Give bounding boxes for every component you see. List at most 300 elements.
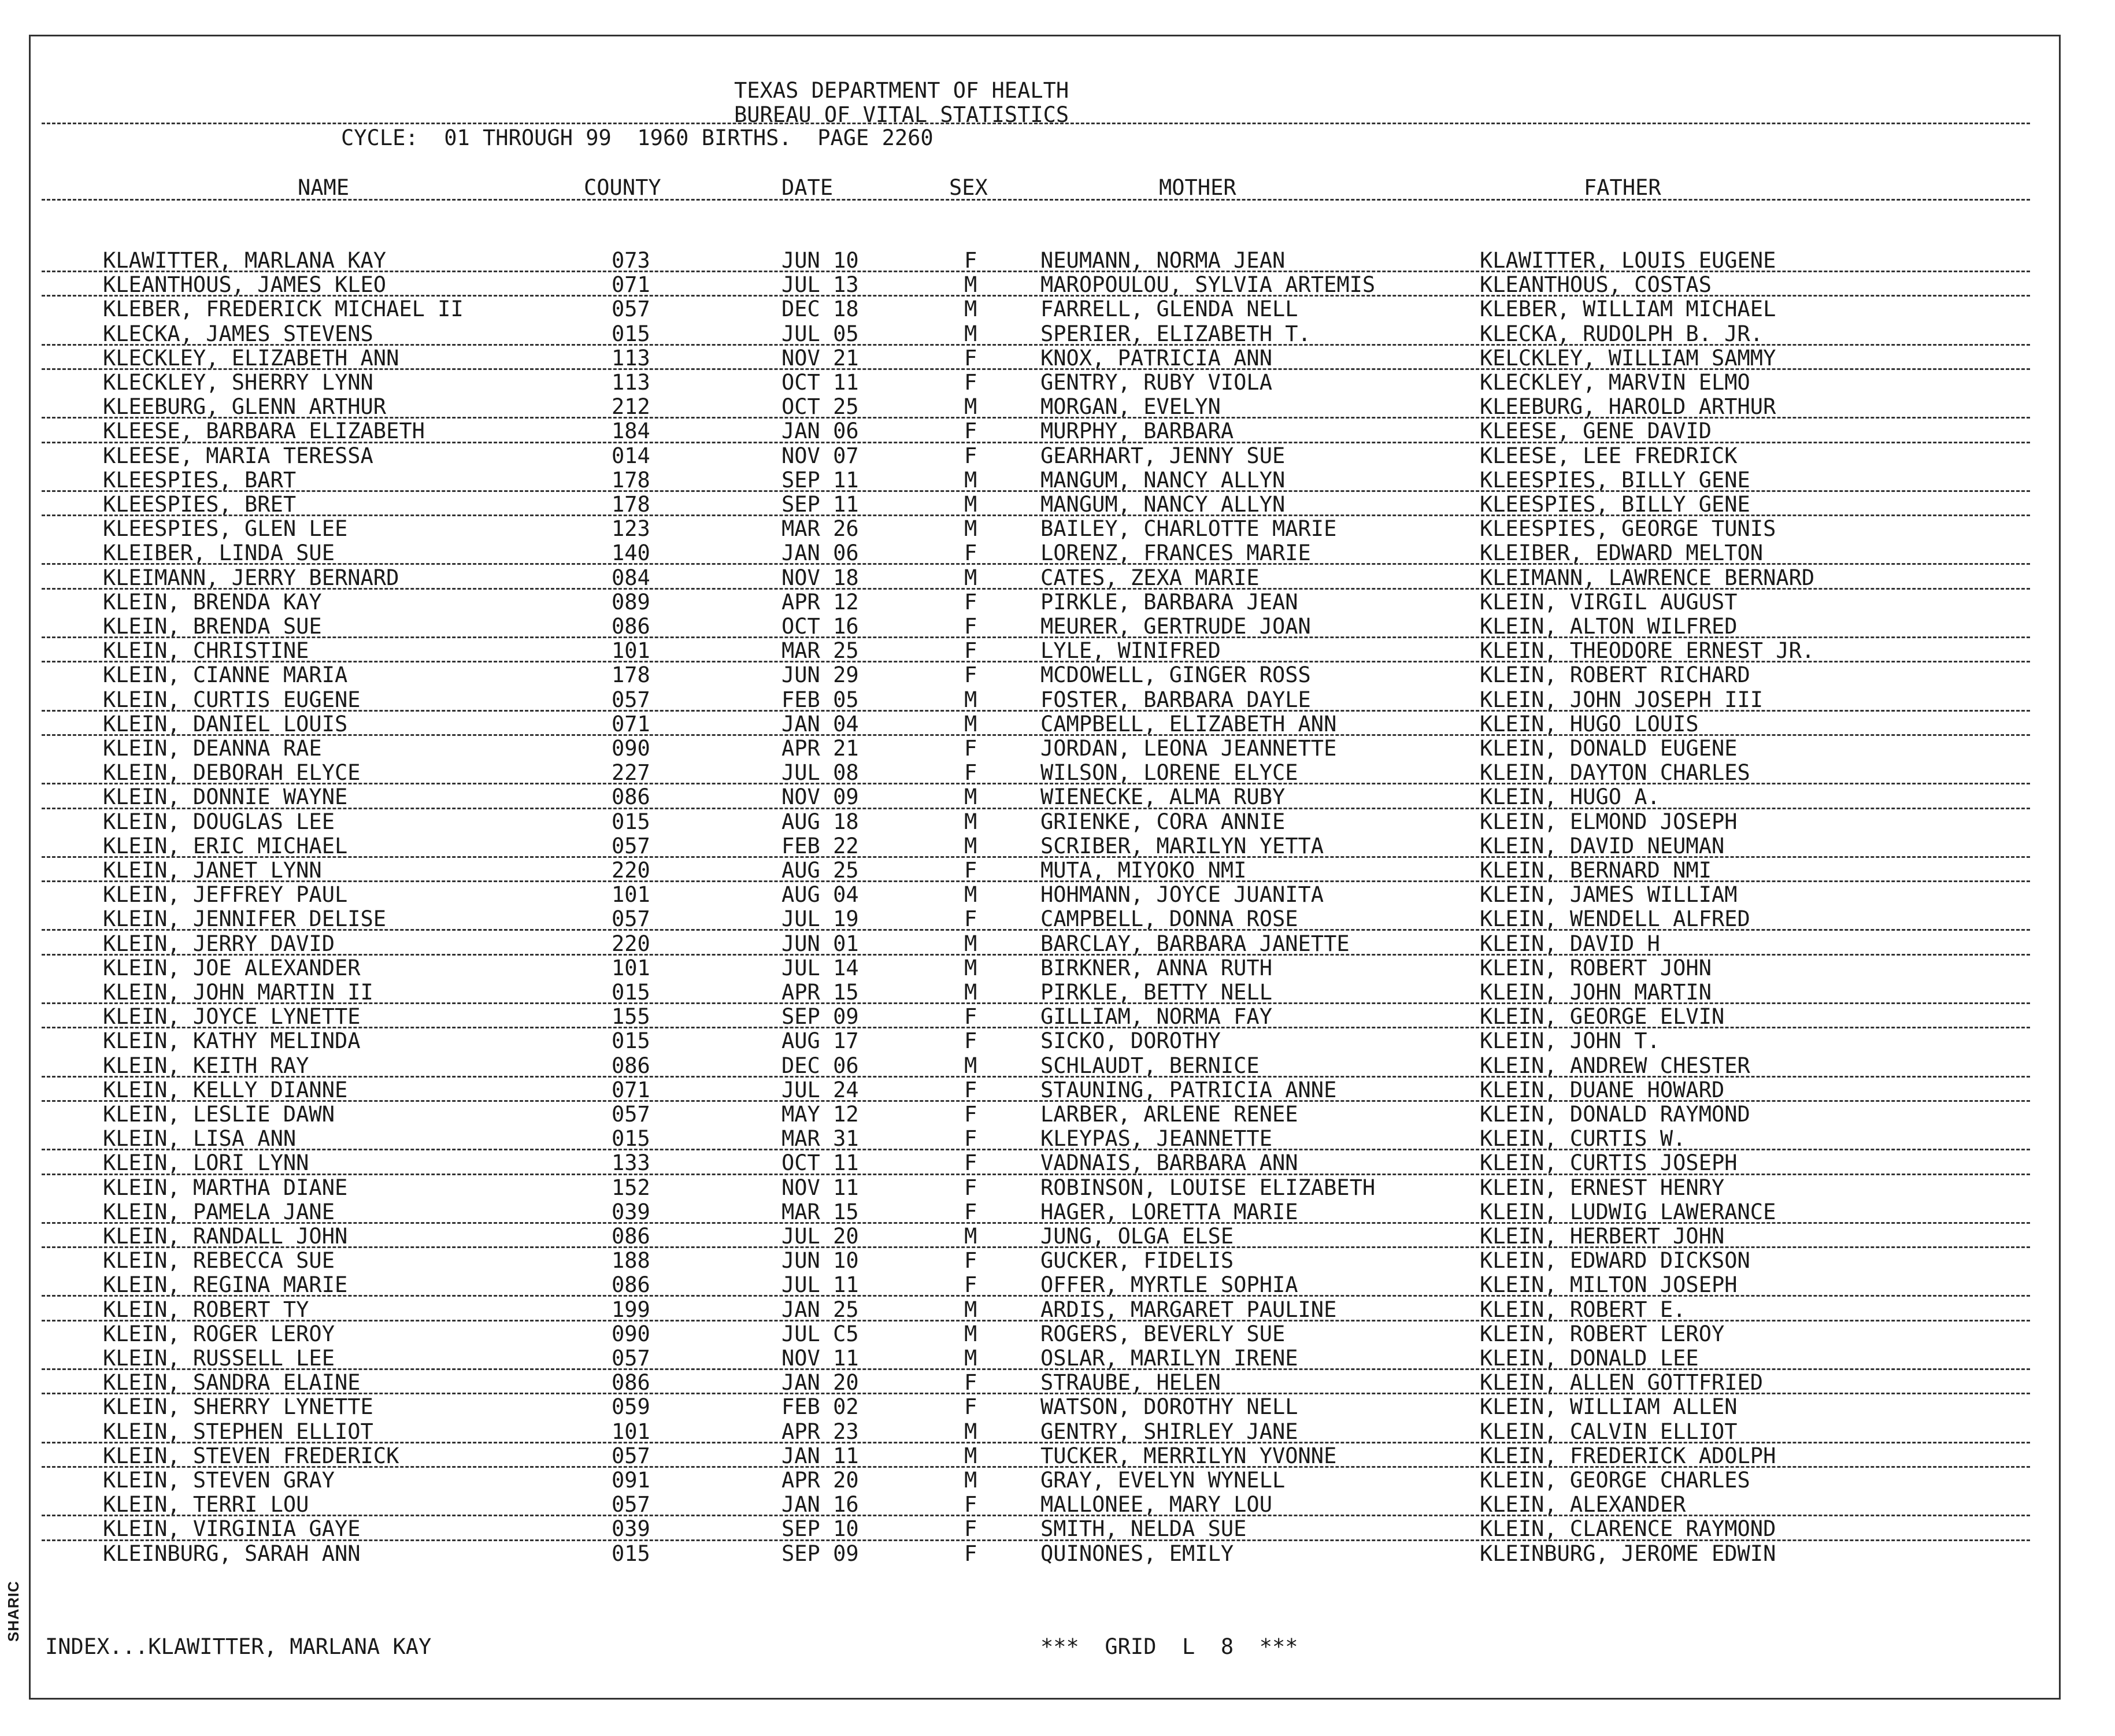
- column-header-county: COUNTY: [584, 175, 661, 200]
- cell-county: 199: [612, 1297, 650, 1322]
- cell-name: KLEIN, CIANNE MARIA: [103, 662, 348, 687]
- cell-father: KLEIN, DONALD EUGENE: [1480, 736, 1738, 761]
- cell-sex: F: [964, 1078, 977, 1102]
- cell-father: KLEIN, ROBERT LEROY: [1480, 1322, 1725, 1346]
- cell-date: JUL C5: [781, 1322, 859, 1346]
- cell-county: 057: [612, 687, 650, 712]
- cell-sex: M: [964, 712, 977, 736]
- cell-date: MAR 25: [781, 638, 859, 663]
- cell-date: JUN 29: [781, 662, 859, 687]
- cell-county: 014: [612, 443, 650, 468]
- cell-date: APR 12: [781, 590, 859, 615]
- cell-county: 220: [612, 858, 650, 883]
- cell-father: KLEIN, FREDERICK ADOLPH: [1480, 1443, 1776, 1468]
- cell-date: JUL 24: [781, 1078, 859, 1102]
- cell-name: KLEIN, KEITH RAY: [103, 1053, 309, 1078]
- cell-name: KLEIN, JANET LYNN: [103, 858, 322, 883]
- cell-mother: GILLIAM, NORMA FAY: [1040, 1004, 1272, 1029]
- cell-father: KLEIN, ALTON WILFRED: [1480, 614, 1738, 639]
- cell-name: KLEIN, STEVEN FREDERICK: [103, 1443, 399, 1468]
- cell-mother: SCHLAUDT, BERNICE: [1040, 1053, 1260, 1078]
- cell-father: KLEIN, ALEXANDER: [1480, 1492, 1686, 1517]
- row-rule: [42, 856, 2030, 858]
- cell-sex: M: [964, 272, 977, 297]
- cell-father: KLEIN, JAMES WILLIAM: [1480, 882, 1738, 907]
- cell-county: 090: [612, 736, 650, 761]
- footer-index: INDEX...KLAWITTER, MARLANA KAY: [45, 1634, 432, 1659]
- cell-father: KLECKA, RUDOLPH B. JR.: [1480, 321, 1764, 346]
- cell-mother: FARRELL, GLENDA NELL: [1040, 297, 1298, 321]
- cell-county: 057: [612, 1346, 650, 1371]
- cell-name: KLEINBURG, SARAH ANN: [103, 1541, 361, 1566]
- cell-county: 086: [612, 1053, 650, 1078]
- cell-name: KLECKA, JAMES STEVENS: [103, 321, 373, 346]
- cell-mother: LYLE, WINIFRED: [1040, 638, 1221, 663]
- row-rule: [42, 442, 2030, 443]
- cycle-line: CYCLE: 01 THROUGH 99 1960 BIRTHS. PAGE 2260: [341, 125, 934, 150]
- cell-father: KLEIN, THEODORE ERNEST JR.: [1480, 638, 1815, 663]
- cell-sex: F: [964, 1150, 977, 1175]
- cell-name: KLAWITTER, MARLANA KAY: [103, 248, 387, 273]
- row-rule: [42, 880, 2030, 882]
- cell-sex: M: [964, 321, 977, 346]
- cell-sex: M: [964, 1297, 977, 1322]
- cell-name: KLEIN, PAMELA JANE: [103, 1200, 335, 1224]
- cell-mother: MCDOWELL, GINGER ROSS: [1040, 662, 1311, 687]
- cell-date: NOV 09: [781, 784, 859, 809]
- cell-date: MAR 31: [781, 1126, 859, 1151]
- cell-father: KLEIN, CURTIS W.: [1480, 1126, 1686, 1151]
- cell-county: 123: [612, 516, 650, 541]
- cell-date: APR 23: [781, 1419, 859, 1444]
- cell-name: KLEIN, VIRGINIA GAYE: [103, 1516, 361, 1541]
- cell-name: KLEIN, DEBORAH ELYCE: [103, 760, 361, 785]
- cell-sex: F: [964, 1272, 977, 1297]
- cell-name: KLEIN, JEFFREY PAUL: [103, 882, 348, 907]
- cell-sex: M: [964, 956, 977, 980]
- cell-date: JUL 11: [781, 1272, 859, 1297]
- cell-county: 113: [612, 370, 650, 395]
- cell-county: 178: [612, 492, 650, 517]
- cell-name: KLEIN, CHRISTINE: [103, 638, 309, 663]
- column-header-date: DATE: [781, 175, 834, 200]
- cell-sex: F: [964, 1541, 977, 1566]
- cell-name: KLEIN, SANDRA ELAINE: [103, 1370, 361, 1395]
- cell-name: KLEIN, DANIEL LOUIS: [103, 712, 348, 736]
- cell-mother: STAUNING, PATRICIA ANNE: [1040, 1078, 1337, 1102]
- cell-county: 015: [612, 321, 650, 346]
- cell-date: FEB 02: [781, 1394, 859, 1419]
- cell-father: KLEIN, CLARENCE RAYMOND: [1480, 1516, 1776, 1541]
- cell-mother: MUTA, MIYOKO NMI: [1040, 858, 1247, 883]
- cell-mother: BIRKNER, ANNA RUTH: [1040, 956, 1272, 980]
- cell-sex: M: [964, 516, 977, 541]
- cell-sex: F: [964, 370, 977, 395]
- row-rule: [42, 563, 2030, 565]
- cell-date: NOV 21: [781, 346, 859, 371]
- cell-father: KLEIN, ALLEN GOTTFRIED: [1480, 1370, 1764, 1395]
- cell-date: JAN 11: [781, 1443, 859, 1468]
- cell-sex: F: [964, 1004, 977, 1029]
- cell-father: KLEIN, DAVID H: [1480, 931, 1660, 956]
- cell-father: KLEIN, LUDWIG LAWERANCE: [1480, 1200, 1776, 1224]
- cell-name: KLEIN, BRENDA KAY: [103, 590, 322, 615]
- cell-father: KLECKLEY, MARVIN ELMO: [1480, 370, 1750, 395]
- cell-county: 086: [612, 1224, 650, 1249]
- cell-date: JUL 05: [781, 321, 859, 346]
- cell-sex: F: [964, 736, 977, 761]
- cell-date: JUL 20: [781, 1224, 859, 1249]
- cell-father: KLEIN, ROBERT E.: [1480, 1297, 1686, 1322]
- cell-mother: QUINONES, EMILY: [1040, 1541, 1234, 1566]
- cell-date: SEP 10: [781, 1516, 859, 1541]
- cell-sex: M: [964, 1322, 977, 1346]
- cell-mother: JORDAN, LEONA JEANNETTE: [1040, 736, 1337, 761]
- cell-date: NOV 18: [781, 565, 859, 590]
- cell-father: KLEIN, MILTON JOSEPH: [1480, 1272, 1738, 1297]
- cell-mother: ARDIS, MARGARET PAULINE: [1040, 1297, 1337, 1322]
- divider: [42, 123, 2030, 124]
- cell-father: KLEINBURG, JEROME EDWIN: [1480, 1541, 1776, 1566]
- cell-mother: MAROPOULOU, SYLVIA ARTEMIS: [1040, 272, 1376, 297]
- cell-county: 057: [612, 834, 650, 858]
- header-title: TEXAS DEPARTMENT OF HEALTH: [734, 78, 1069, 103]
- cell-date: MAR 26: [781, 516, 859, 541]
- cell-sex: M: [964, 1053, 977, 1078]
- cell-county: 071: [612, 272, 650, 297]
- cell-sex: F: [964, 590, 977, 615]
- cell-mother: KNOX, PATRICIA ANN: [1040, 346, 1272, 371]
- cell-father: KLEIN, EDWARD DICKSON: [1480, 1248, 1750, 1273]
- cell-date: AUG 04: [781, 882, 859, 907]
- cell-sex: M: [964, 1224, 977, 1249]
- row-rule: [42, 1466, 2030, 1468]
- cell-father: KLEIN, WENDELL ALFRED: [1480, 906, 1750, 931]
- cell-county: 057: [612, 1492, 650, 1517]
- cell-date: AUG 25: [781, 858, 859, 883]
- cell-mother: GENTRY, SHIRLEY JANE: [1040, 1419, 1298, 1444]
- cell-name: KLEIN, MARTHA DIANE: [103, 1175, 348, 1200]
- row-rule: [42, 661, 2030, 662]
- cell-name: KLEIN, RANDALL JOHN: [103, 1224, 348, 1249]
- cell-county: 073: [612, 248, 650, 273]
- cell-date: APR 20: [781, 1468, 859, 1493]
- row-rule: [42, 1246, 2030, 1248]
- cell-sex: F: [964, 541, 977, 565]
- cell-mother: GRAY, EVELYN WYNELL: [1040, 1468, 1286, 1493]
- cell-date: MAY 12: [781, 1102, 859, 1127]
- cell-sex: M: [964, 784, 977, 809]
- cell-mother: SMITH, NELDA SUE: [1040, 1516, 1247, 1541]
- cell-county: 140: [612, 541, 650, 565]
- cell-date: JAN 06: [781, 541, 859, 565]
- cell-name: KLEIN, JENNIFER DELISE: [103, 906, 387, 931]
- cell-date: FEB 05: [781, 687, 859, 712]
- row-rule: [42, 734, 2030, 736]
- cell-father: KLEBER, WILLIAM MICHAEL: [1480, 297, 1776, 321]
- cell-date: SEP 11: [781, 492, 859, 517]
- cell-county: 071: [612, 712, 650, 736]
- cell-name: KLEESPIES, BART: [103, 468, 297, 493]
- cell-date: DEC 18: [781, 297, 859, 321]
- cell-father: KLEESPIES, BILLY GENE: [1480, 468, 1750, 493]
- row-rule: [42, 588, 2030, 590]
- cell-name: KLEIN, ERIC MICHAEL: [103, 834, 348, 858]
- cell-father: KLEIN, ELMOND JOSEPH: [1480, 809, 1738, 834]
- cell-name: KLEIN, DEANNA RAE: [103, 736, 322, 761]
- column-header-mother: MOTHER: [1159, 175, 1236, 200]
- cell-county: 101: [612, 882, 650, 907]
- cell-father: KLEIN, JOHN T.: [1480, 1028, 1660, 1053]
- cell-father: KLEIN, JOHN JOSEPH III: [1480, 687, 1764, 712]
- cell-county: 178: [612, 662, 650, 687]
- cell-name: KLEIN, SHERRY LYNETTE: [103, 1394, 373, 1419]
- cell-father: KLEIN, VIRGIL AUGUST: [1480, 590, 1738, 615]
- cell-father: KLEIN, JOHN MARTIN: [1480, 980, 1712, 1005]
- cell-sex: M: [964, 1443, 977, 1468]
- row-rule: [42, 808, 2030, 809]
- cell-mother: STRAUBE, HELEN: [1040, 1370, 1221, 1395]
- cell-county: 039: [612, 1200, 650, 1224]
- cell-father: KLEESE, LEE FREDRICK: [1480, 443, 1738, 468]
- cell-mother: MALLONEE, MARY LOU: [1040, 1492, 1272, 1517]
- cell-mother: NEUMANN, NORMA JEAN: [1040, 248, 1286, 273]
- cell-sex: F: [964, 760, 977, 785]
- cell-mother: SICKO, DOROTHY: [1040, 1028, 1221, 1053]
- row-rule: [42, 1174, 2030, 1175]
- cell-mother: GENTRY, RUBY VIOLA: [1040, 370, 1272, 395]
- cell-name: KLEIN, JERRY DAVID: [103, 931, 335, 956]
- cell-date: AUG 18: [781, 809, 859, 834]
- cell-father: KLEIN, DAYTON CHARLES: [1480, 760, 1750, 785]
- cell-father: KLEIN, GEORGE ELVIN: [1480, 1004, 1725, 1029]
- cell-county: 015: [612, 980, 650, 1005]
- cell-sex: F: [964, 1516, 977, 1541]
- cell-county: 071: [612, 1078, 650, 1102]
- cell-mother: GEARHART, JENNY SUE: [1040, 443, 1286, 468]
- cell-date: JAN 04: [781, 712, 859, 736]
- cell-county: 057: [612, 297, 650, 321]
- row-rule: [42, 1295, 2030, 1297]
- cell-sex: F: [964, 1200, 977, 1224]
- cell-county: 086: [612, 1370, 650, 1395]
- cell-mother: SCRIBER, MARILYN YETTA: [1040, 834, 1324, 858]
- header-subtitle: BUREAU OF VITAL STATISTICS: [734, 102, 1069, 127]
- cell-name: KLEESPIES, GLEN LEE: [103, 516, 348, 541]
- row-rule: [42, 295, 2030, 297]
- cell-mother: TUCKER, MERRILYN YVONNE: [1040, 1443, 1337, 1468]
- cell-name: KLEANTHOUS, JAMES KLEO: [103, 272, 387, 297]
- cell-county: 059: [612, 1394, 650, 1419]
- cell-name: KLEIBER, LINDA SUE: [103, 541, 335, 565]
- cell-county: 101: [612, 1419, 650, 1444]
- cell-sex: F: [964, 638, 977, 663]
- cell-name: KLEIN, JOHN MARTIN II: [103, 980, 373, 1005]
- cell-name: KLEEBURG, GLENN ARTHUR: [103, 394, 387, 419]
- cell-date: NOV 11: [781, 1175, 859, 1200]
- cell-name: KLEIN, JOE ALEXANDER: [103, 956, 361, 980]
- cell-mother: MORGAN, EVELYN: [1040, 394, 1221, 419]
- cell-father: KLEIN, DAVID NEUMAN: [1480, 834, 1725, 858]
- cell-county: 015: [612, 1028, 650, 1053]
- cell-name: KLEIMANN, JERRY BERNARD: [103, 565, 399, 590]
- cell-mother: MANGUM, NANCY ALLYN: [1040, 492, 1286, 517]
- cell-name: KLEIN, CURTIS EUGENE: [103, 687, 361, 712]
- cell-name: KLEIN, TERRI LOU: [103, 1492, 309, 1517]
- cell-date: OCT 11: [781, 1150, 859, 1175]
- cell-name: KLEIN, ROGER LEROY: [103, 1322, 335, 1346]
- cell-date: OCT 11: [781, 370, 859, 395]
- cell-mother: HAGER, LORETTA MARIE: [1040, 1200, 1298, 1224]
- cell-mother: BARCLAY, BARBARA JANETTE: [1040, 931, 1350, 956]
- cell-father: KLEANTHOUS, COSTAS: [1480, 272, 1712, 297]
- cell-name: KLEIN, ROBERT TY: [103, 1297, 309, 1322]
- cell-father: KLEIN, HUGO LOUIS: [1480, 712, 1699, 736]
- cell-county: 155: [612, 1004, 650, 1029]
- row-rule: [42, 1393, 2030, 1394]
- cell-father: KLAWITTER, LOUIS EUGENE: [1480, 248, 1776, 273]
- cell-sex: F: [964, 419, 977, 443]
- side-label: SHARIC: [5, 1580, 22, 1642]
- cell-date: SEP 11: [781, 468, 859, 493]
- cell-father: KLEIN, DUANE HOWARD: [1480, 1078, 1725, 1102]
- cell-county: 101: [612, 638, 650, 663]
- cell-sex: F: [964, 614, 977, 639]
- cell-county: 227: [612, 760, 650, 785]
- cell-name: KLEIN, DONNIE WAYNE: [103, 784, 348, 809]
- cell-sex: M: [964, 931, 977, 956]
- cell-date: SEP 09: [781, 1004, 859, 1029]
- cell-county: 057: [612, 1443, 650, 1468]
- cell-name: KLEIN, DOUGLAS LEE: [103, 809, 335, 834]
- cell-mother: CAMPBELL, DONNA ROSE: [1040, 906, 1298, 931]
- cell-mother: LORENZ, FRANCES MARIE: [1040, 541, 1311, 565]
- cell-county: 089: [612, 590, 650, 615]
- cell-date: JUL 14: [781, 956, 859, 980]
- cell-mother: JUNG, OLGA ELSE: [1040, 1224, 1234, 1249]
- cell-date: JAN 16: [781, 1492, 859, 1517]
- cell-date: OCT 16: [781, 614, 859, 639]
- divider: [42, 199, 2030, 201]
- cell-father: KLEESPIES, GEORGE TUNIS: [1480, 516, 1776, 541]
- cell-date: JUL 19: [781, 906, 859, 931]
- cell-father: KLEESE, GENE DAVID: [1480, 419, 1712, 443]
- cell-father: KLEIMANN, LAWRENCE BERNARD: [1480, 565, 1815, 590]
- cell-date: JUN 10: [781, 1248, 859, 1273]
- cell-father: KLEIN, GEORGE CHARLES: [1480, 1468, 1750, 1493]
- cell-date: NOV 11: [781, 1346, 859, 1371]
- cell-date: JUN 01: [781, 931, 859, 956]
- cell-mother: GUCKER, FIDELIS: [1040, 1248, 1234, 1273]
- cell-date: NOV 07: [781, 443, 859, 468]
- cell-county: 090: [612, 1322, 650, 1346]
- row-rule: [42, 368, 2030, 370]
- cell-name: KLECKLEY, ELIZABETH ANN: [103, 346, 399, 371]
- cell-date: DEC 06: [781, 1053, 859, 1078]
- column-header-father: FATHER: [1584, 175, 1661, 200]
- cell-date: OCT 25: [781, 394, 859, 419]
- cell-name: KLEIN, STEVEN GRAY: [103, 1468, 335, 1493]
- cell-sex: M: [964, 687, 977, 712]
- cell-county: 039: [612, 1516, 650, 1541]
- cell-mother: VADNAIS, BARBARA ANN: [1040, 1150, 1298, 1175]
- cell-sex: M: [964, 1419, 977, 1444]
- cell-name: KLEESE, MARIA TERESSA: [103, 443, 373, 468]
- cell-father: KLEIN, CURTIS JOSEPH: [1480, 1150, 1738, 1175]
- cell-name: KLEBER, FREDERICK MICHAEL II: [103, 297, 464, 321]
- cell-father: KLEIN, CALVIN ELLIOT: [1480, 1419, 1738, 1444]
- cell-father: KLEIN, DONALD LEE: [1480, 1346, 1699, 1371]
- cell-county: 113: [612, 346, 650, 371]
- cell-sex: M: [964, 809, 977, 834]
- cell-name: KLECKLEY, SHERRY LYNN: [103, 370, 373, 395]
- cell-sex: F: [964, 858, 977, 883]
- cell-date: AUG 17: [781, 1028, 859, 1053]
- row-rule: [42, 1320, 2030, 1322]
- cell-county: 057: [612, 1102, 650, 1127]
- cell-date: APR 21: [781, 736, 859, 761]
- cell-mother: CAMPBELL, ELIZABETH ANN: [1040, 712, 1337, 736]
- cell-sex: F: [964, 346, 977, 371]
- cell-name: KLEESE, BARBARA ELIZABETH: [103, 419, 425, 443]
- cell-sex: M: [964, 1346, 977, 1371]
- cell-mother: HOHMANN, JOYCE JUANITA: [1040, 882, 1324, 907]
- row-rule: [42, 929, 2030, 931]
- cell-name: KLEIN, STEPHEN ELLIOT: [103, 1419, 373, 1444]
- cell-father: KLEEBURG, HAROLD ARTHUR: [1480, 394, 1776, 419]
- cell-father: KLEIN, ROBERT RICHARD: [1480, 662, 1750, 687]
- column-header-sex: SEX: [949, 175, 988, 200]
- cell-father: KLEIN, ANDREW CHESTER: [1480, 1053, 1750, 1078]
- cell-mother: MURPHY, BARBARA: [1040, 419, 1234, 443]
- cell-sex: F: [964, 906, 977, 931]
- cell-sex: F: [964, 248, 977, 273]
- cell-mother: OSLAR, MARILYN IRENE: [1040, 1346, 1298, 1371]
- cell-county: 178: [612, 468, 650, 493]
- cell-mother: BAILEY, CHARLOTTE MARIE: [1040, 516, 1337, 541]
- cell-mother: WIENECKE, ALMA RUBY: [1040, 784, 1286, 809]
- cell-mother: WILSON, LORENE ELYCE: [1040, 760, 1298, 785]
- cell-county: 015: [612, 809, 650, 834]
- cell-name: KLEIN, REGINA MARIE: [103, 1272, 348, 1297]
- cell-mother: PIRKLE, BARBARA JEAN: [1040, 590, 1298, 615]
- cell-sex: F: [964, 1126, 977, 1151]
- cell-father: KLEIN, BERNARD NMI: [1480, 858, 1712, 883]
- cell-father: KLEIN, WILLIAM ALLEN: [1480, 1394, 1738, 1419]
- cell-sex: M: [964, 980, 977, 1005]
- cell-county: 086: [612, 1272, 650, 1297]
- cell-county: 188: [612, 1248, 650, 1273]
- cell-father: KLEIN, HERBERT JOHN: [1480, 1224, 1725, 1249]
- cell-name: KLEIN, LORI LYNN: [103, 1150, 309, 1175]
- cell-father: KLEIN, ERNEST HENRY: [1480, 1175, 1725, 1200]
- cell-sex: M: [964, 394, 977, 419]
- cell-sex: F: [964, 1370, 977, 1395]
- cell-mother: WATSON, DOROTHY NELL: [1040, 1394, 1298, 1419]
- cell-sex: M: [964, 1468, 977, 1493]
- footer-grid: *** GRID L 8 ***: [1040, 1634, 1298, 1659]
- cell-county: 086: [612, 614, 650, 639]
- cell-date: JAN 20: [781, 1370, 859, 1395]
- cell-county: 057: [612, 906, 650, 931]
- cell-date: MAR 15: [781, 1200, 859, 1224]
- cell-sex: M: [964, 492, 977, 517]
- cell-sex: F: [964, 1492, 977, 1517]
- cell-sex: F: [964, 1248, 977, 1273]
- cell-mother: MANGUM, NANCY ALLYN: [1040, 468, 1286, 493]
- cell-county: 015: [612, 1541, 650, 1566]
- cell-mother: KLEYPAS, JEANNETTE: [1040, 1126, 1272, 1151]
